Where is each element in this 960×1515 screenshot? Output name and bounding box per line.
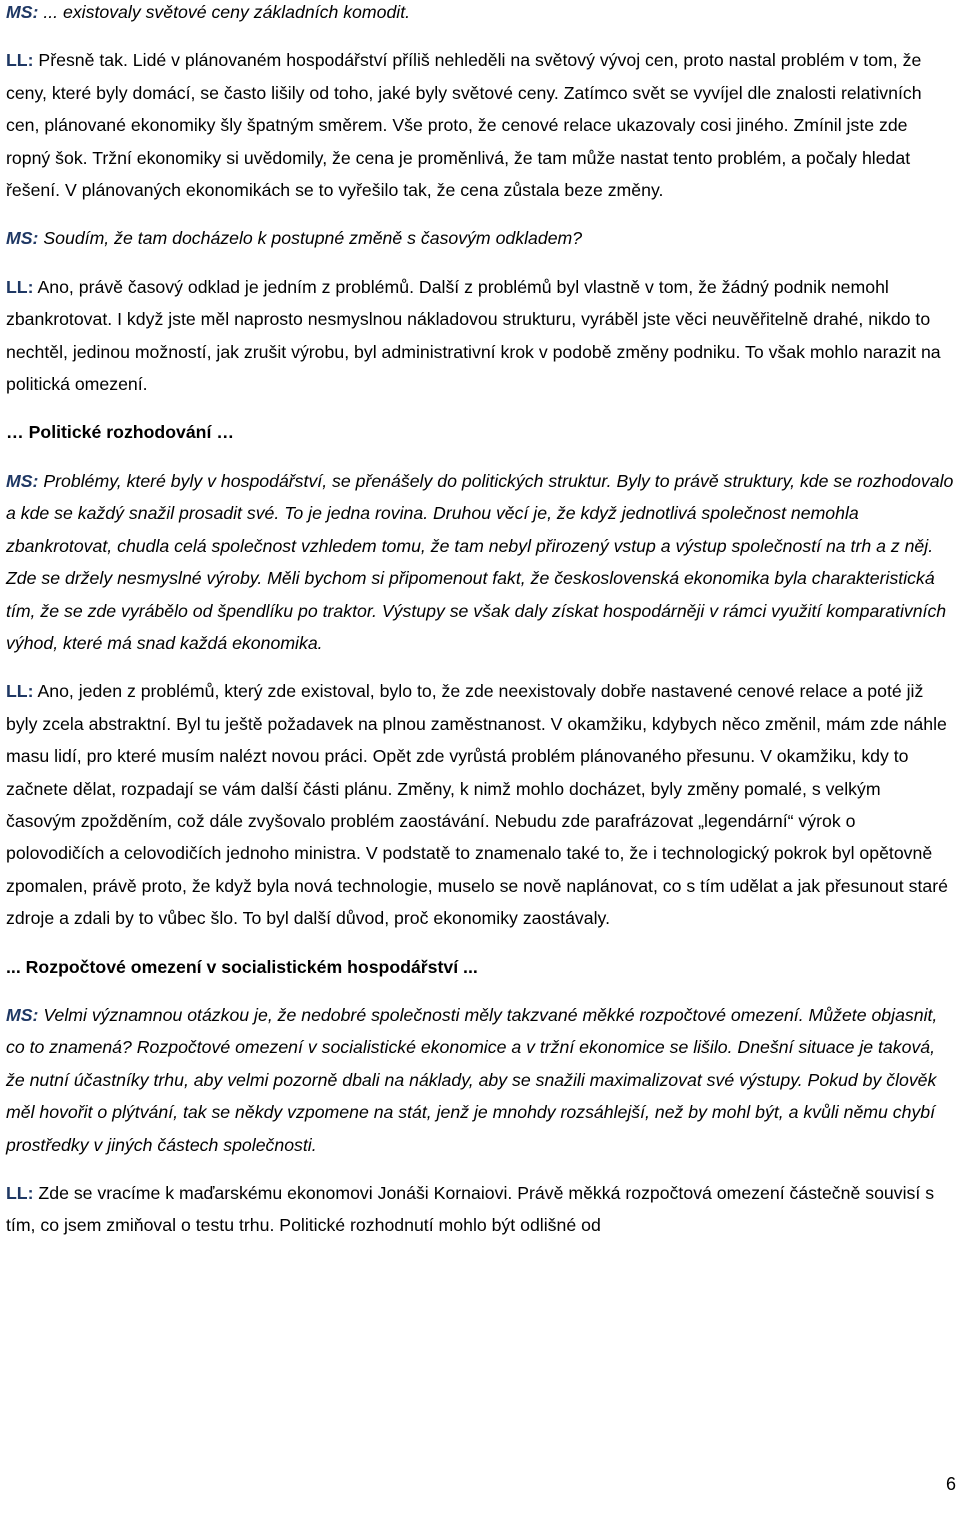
- speaker-label: MS:: [6, 228, 39, 249]
- speaker-label: MS:: [6, 470, 39, 491]
- paragraph-text: Soudím, že tam docházelo k postupné změně s časovým odkladem?: [43, 228, 583, 249]
- paragraph-ll-4: [6, 1177, 954, 1242]
- document-page: [6, 0, 954, 1242]
- paragraph-ll-1: [6, 44, 954, 206]
- section-heading-political: … Politické rozhodování …: [6, 422, 235, 443]
- speaker-label: LL:: [6, 50, 34, 71]
- paragraph-ms-1: [6, 0, 954, 28]
- paragraph-text: Problémy, které byly v hospodářství, se přenášely do politických struktur. Byly to právě struktury, kde se rozhodovalo a kde se každý snažil prosadit své. To je jedna rovina. Druhou věcí je, že když jednotlivá společnost nemohla zbankrotovat, chudla celá společnost vzhledem tomu, že tam nebyl přirozený vstup a výstup společností na trh a z něj. Zde se držely nesmyslné výroby. Měli bychom si připomenout fakt, že československá ekonomika byla charakteristická tím, že se zde vyrábělo od špendlíku po traktor. Výstupy se však daly získat hospodárněji v rámci využití komparativních výhod, které má snad každá ekonomika.: [6, 470, 954, 653]
- paragraph-text: Ano, právě časový odklad je jedním z problémů. Další z problémů byl vlastně v tom, že žádný podnik nemohl zbankrotovat. I když jste měl naprosto nesmyslnou nákladovou strukturu, vyráběl jste věci neuvěřitelně drahé, nikdo to nechtěl, jedinou možností, jak zrušit výrobu, byl administrativní krok v podobě změny podniku. To však mohlo narazit na politická omezení.: [6, 276, 941, 395]
- paragraph-text: Zde se vracíme k maďarskému ekonomovi Jonáši Kornaiovi. Právě měkká rozpočtová omezení částečně souvisí s tím, co jsem zmiňoval o testu trhu. Politické rozhodnutí mohlo být odlišné od: [6, 1183, 935, 1236]
- speaker-label: MS:: [6, 1004, 39, 1025]
- paragraph-text: ... existovaly světové ceny základních komodit.: [43, 2, 411, 22]
- paragraph-ms-2: [6, 222, 954, 254]
- paragraph-ll-2: [6, 271, 954, 401]
- speaker-label: LL:: [6, 681, 34, 702]
- page-number: 6: [945, 1474, 956, 1494]
- speaker-label: MS:: [6, 2, 39, 22]
- paragraph-text: Velmi významnou otázkou je, že nedobré společnosti měly takzvané měkké rozpočtové omezení. Můžete objasnit, co to znamená? Rozpočtové omezení v socialistické ekonomice a v tržní ekonomice se lišilo. Dnešní situace je taková, že nutní účastníky trhu, aby velmi pozorně dbali na náklady, aby se snažili maximalizovat své výstupy. Pokud by člověk měl hovořit o plýtvání, tak se někdy vzpomene na stát, jenž je mnohdy rozsáhlejší, než by mohl být, a kvůli němu chybí prostředky v jiných částech společnosti.: [6, 1004, 938, 1155]
- paragraph-ll-3: [6, 675, 954, 934]
- speaker-label: LL:: [6, 276, 34, 297]
- section-heading-budget: ... Rozpočtové omezení v socialistickém hospodářství ...: [6, 956, 478, 977]
- paragraph-text: Ano, jeden z problémů, který zde existoval, bylo to, že zde neexistovaly dobře nastavené cenové relace a poté již byly zcela abstraktní. Byl tu ještě požadavek na plnou zaměstnanost. V okamžiku, kdybych něco změnil, mám zde náhle masu lidí, pro které musím nalézt novou práci. Opět zde vyrůstá problém plánovaného přesunu. V okamžiku, kdy to začnete dělat, rozpadají se vám další části plánu. Změny, k nimž mohlo docházet, byly změny pomalé, s velkým časovým zpožděním, což dále zvyšovalo problém zaostávání. Nebudu zde parafrázovat „legendární“ výrok o polovodičích a celovodičích jednoho ministra. V podstatě to znamenalo také to, že i technologický pokrok byl opětovně zpomalen, právě proto, že když byla nová technologie, muselo se nově naplánovat, co s tím udělat a jak přesunout staré zdroje a zdali by to vůbec šlo. To byl další důvod, proč ekonomiky zaostávaly.: [6, 681, 948, 929]
- speaker-label: LL:: [6, 1183, 34, 1203]
- paragraph-text: Přesně tak. Lidé v plánovaném hospodářství příliš nehleděli na světový vývoj cen, proto nastal problém v tom, že ceny, které byly domácí, se často lišily od toho, jaké byly světové ceny. Zatímco svět se vyvíjel dle znalosti relativních cen, plánované ekonomiky šly špatným směrem. Vše proto, že cenové relace ukazovaly cosi jiného. Zmínil jste zde ropný šok. Tržní ekonomiky si uvědomily, že cena je proměnlivá, že tam může nastat tento problém, a počaly hledat řešení. V plánovaných ekonomikách se to vyřešilo tak, že cena zůstala beze změny.: [6, 50, 922, 201]
- paragraph-ms-4: [6, 999, 954, 1161]
- paragraph-ms-3: [6, 465, 954, 659]
